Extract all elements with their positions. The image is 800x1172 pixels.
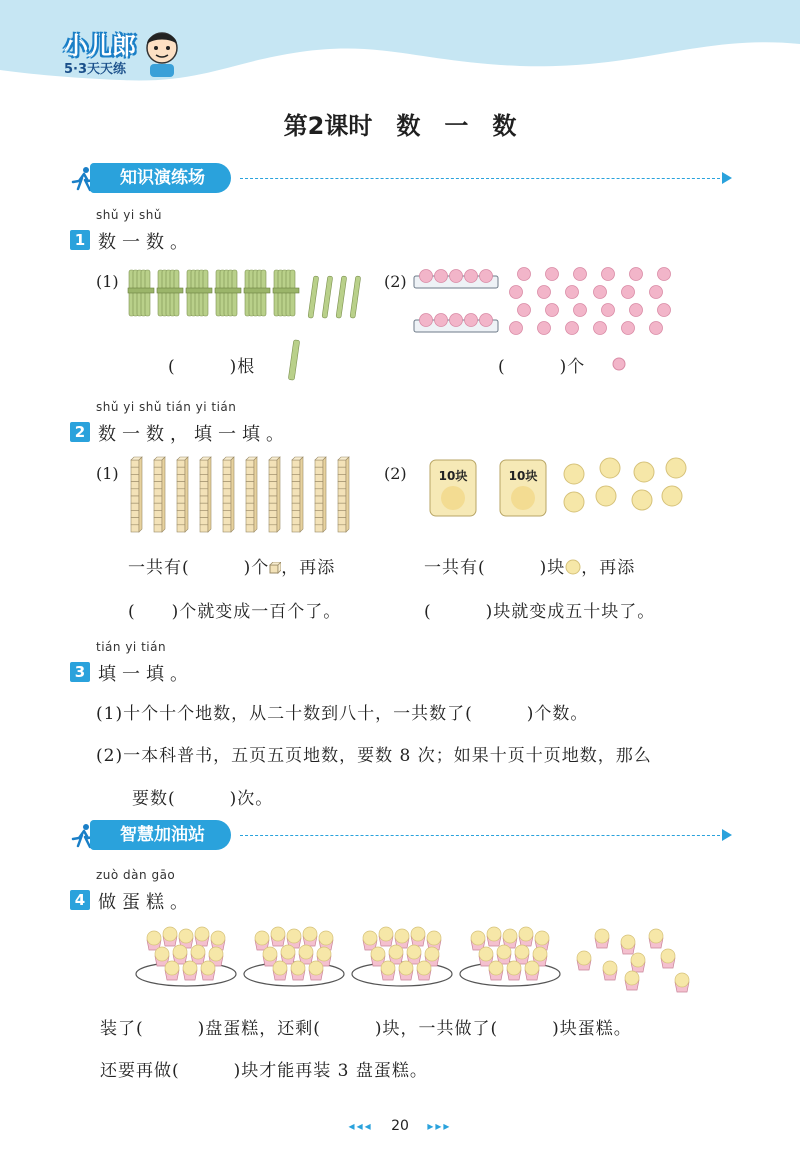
cupcake [255,931,269,950]
cube-icon [269,562,281,574]
cube-rod [292,457,303,532]
stick-bundle [244,270,270,316]
cupcake [147,931,161,950]
cupcake [273,961,287,980]
bag-label-1: 10块 [438,469,468,483]
biscuit [564,492,584,512]
ball [566,322,579,335]
cupcake [675,973,689,992]
loose-stick [308,276,319,318]
loose-stick [322,276,333,318]
ball [594,286,607,299]
ball [622,322,635,335]
ball [630,268,643,281]
section-title: 智慧加油站 [90,820,231,850]
loose-stick [288,340,300,380]
cupcake [525,961,539,980]
biscuit [634,462,654,482]
q3-line1: (1)十个十个地数，从二十数到八十，一共数了( )个数。 [96,704,589,724]
q1-title: 数一数。 [98,232,194,253]
ball [650,286,663,299]
cupcake [191,945,205,964]
ball [658,268,671,281]
loose-stick [350,276,361,318]
ball [630,304,643,317]
cupcake [303,927,317,946]
cupcake [389,945,403,964]
cupcake [271,927,285,946]
biscuit [632,490,652,510]
biscuit [662,486,682,506]
cupcake [291,961,305,980]
biscuit [564,464,584,484]
ball-icon [612,357,626,371]
cupcake [489,961,503,980]
cupcake [163,927,177,946]
q4-title: 做蛋糕。 [98,892,194,913]
cupcake [515,945,529,964]
next-arrows-icon: ▸▸▸ [427,1119,452,1133]
cupcake [497,945,511,964]
cube-rod [269,457,280,532]
ball [622,286,635,299]
cupcake [183,961,197,980]
biscuit [596,486,616,506]
cupcake [399,961,413,980]
q1-part2-label: (2) [384,272,407,291]
q4-number: 4 [70,890,90,910]
cake-plates-figure [132,922,702,994]
biscuit [666,458,686,478]
ball [538,286,551,299]
ball [518,304,531,317]
ball [574,304,587,317]
stick-bundle [186,270,212,316]
cupcake [417,961,431,980]
cupcake [595,929,609,948]
cupcake [519,927,533,946]
cupcake [471,931,485,950]
cupcake [487,927,501,946]
stick-bundle [128,270,154,316]
ball-tray [414,314,498,333]
q2-part1-line1: 一共有( )个 ，再添 [128,558,336,578]
cupcake [577,951,591,970]
stick-bundle [157,270,183,316]
cube-rod [177,457,188,532]
q2-part2-label: (2) [384,464,407,483]
cube-rod [315,457,326,532]
q3-number: 3 [70,662,90,682]
cube-rod [131,457,142,532]
cube-rod [154,457,165,532]
cupcake [507,961,521,980]
biscuit-icon [565,559,581,575]
bag-label-2: 10块 [508,469,538,483]
cupcake [173,945,187,964]
ball [650,322,663,335]
cupcake [621,935,635,954]
cupcake [407,945,421,964]
q1-number: 1 [70,230,90,250]
section-banner-wisdom [60,820,740,852]
cupcake [195,927,209,946]
q3-pinyin: tián yi tián [96,640,167,654]
cupcake [661,949,675,968]
cube-rods-figure [125,456,365,536]
mascot-boy-icon [140,28,184,78]
ball [658,304,671,317]
ball [602,304,615,317]
brand-logo-text: 小儿郎 [64,32,136,60]
ball [518,268,531,281]
cupcake [381,961,395,980]
section-title: 知识演练场 [90,163,231,193]
q4-line2: 还要再做( )块才能再装 3 盘蛋糕。 [100,1061,428,1081]
q2-part1-label: (1) [96,464,119,483]
lesson-title: 第2课时 数 一 数 [283,112,517,140]
biscuit-bags-figure [428,456,698,522]
cupcake [165,961,179,980]
q3-line3: 要数( )次。 [132,789,274,809]
q1-pinyin: shǔ yi shǔ [96,208,162,222]
q2-part1-line2: ( )个就变成一百个了。 [128,602,342,622]
q2-part2-line1: 一共有( )块 ，再添 [424,558,636,578]
ball [510,322,523,335]
q3-line2: (2)一本科普书，五页五页地数，要数 8 次；如果十页十页地数，那么 [96,746,652,766]
q1-part1-answer: ( )根 [168,357,256,377]
ball [546,268,559,281]
cube-rod [246,457,257,532]
cupcake [379,927,393,946]
cube-rod [223,457,234,532]
cube-rod [200,457,211,532]
cupcake [649,929,663,948]
prev-arrows-icon: ◂◂◂ [348,1119,373,1133]
ball [574,268,587,281]
cupcake [281,945,295,964]
cupcake [299,945,313,964]
section-banner-practice [60,163,740,195]
q3-title: 填一填。 [98,664,194,685]
page-number: 20 [391,1118,409,1134]
q4-line1: 装了( )盘蛋糕，还剩( )块，一共做了( )块蛋糕。 [100,1019,632,1039]
q2-number: 2 [70,422,90,442]
q1-part1-label: (1) [96,272,119,291]
cupcake [625,971,639,990]
cupcake [201,961,215,980]
q2-pinyin: shǔ yi shǔ tián yi tián [96,400,237,414]
stick-bundle [215,270,241,316]
series-name: 5·3天天练 [64,62,127,77]
cupcake [603,961,617,980]
q2-part2-line2: ( )块就变成五十块了。 [424,602,656,622]
page-footer [0,1118,800,1134]
loose-stick [336,276,347,318]
ball [566,286,579,299]
ball [602,268,615,281]
ball-trays-figure [412,264,702,340]
q1-part2-answer: ( )个 [498,357,586,377]
q4-pinyin: zuò dàn gāo [96,868,176,882]
ball [546,304,559,317]
ball-tray [414,270,498,289]
biscuit [600,458,620,478]
stick-bundle [273,270,299,316]
cupcake [309,961,323,980]
cupcake [411,927,425,946]
q2-title: 数一数，填一填。 [98,424,290,445]
ball [594,322,607,335]
ball [510,286,523,299]
cupcake [631,953,645,972]
cupcake [363,931,377,950]
cube-rod [338,457,349,532]
ball [538,322,551,335]
